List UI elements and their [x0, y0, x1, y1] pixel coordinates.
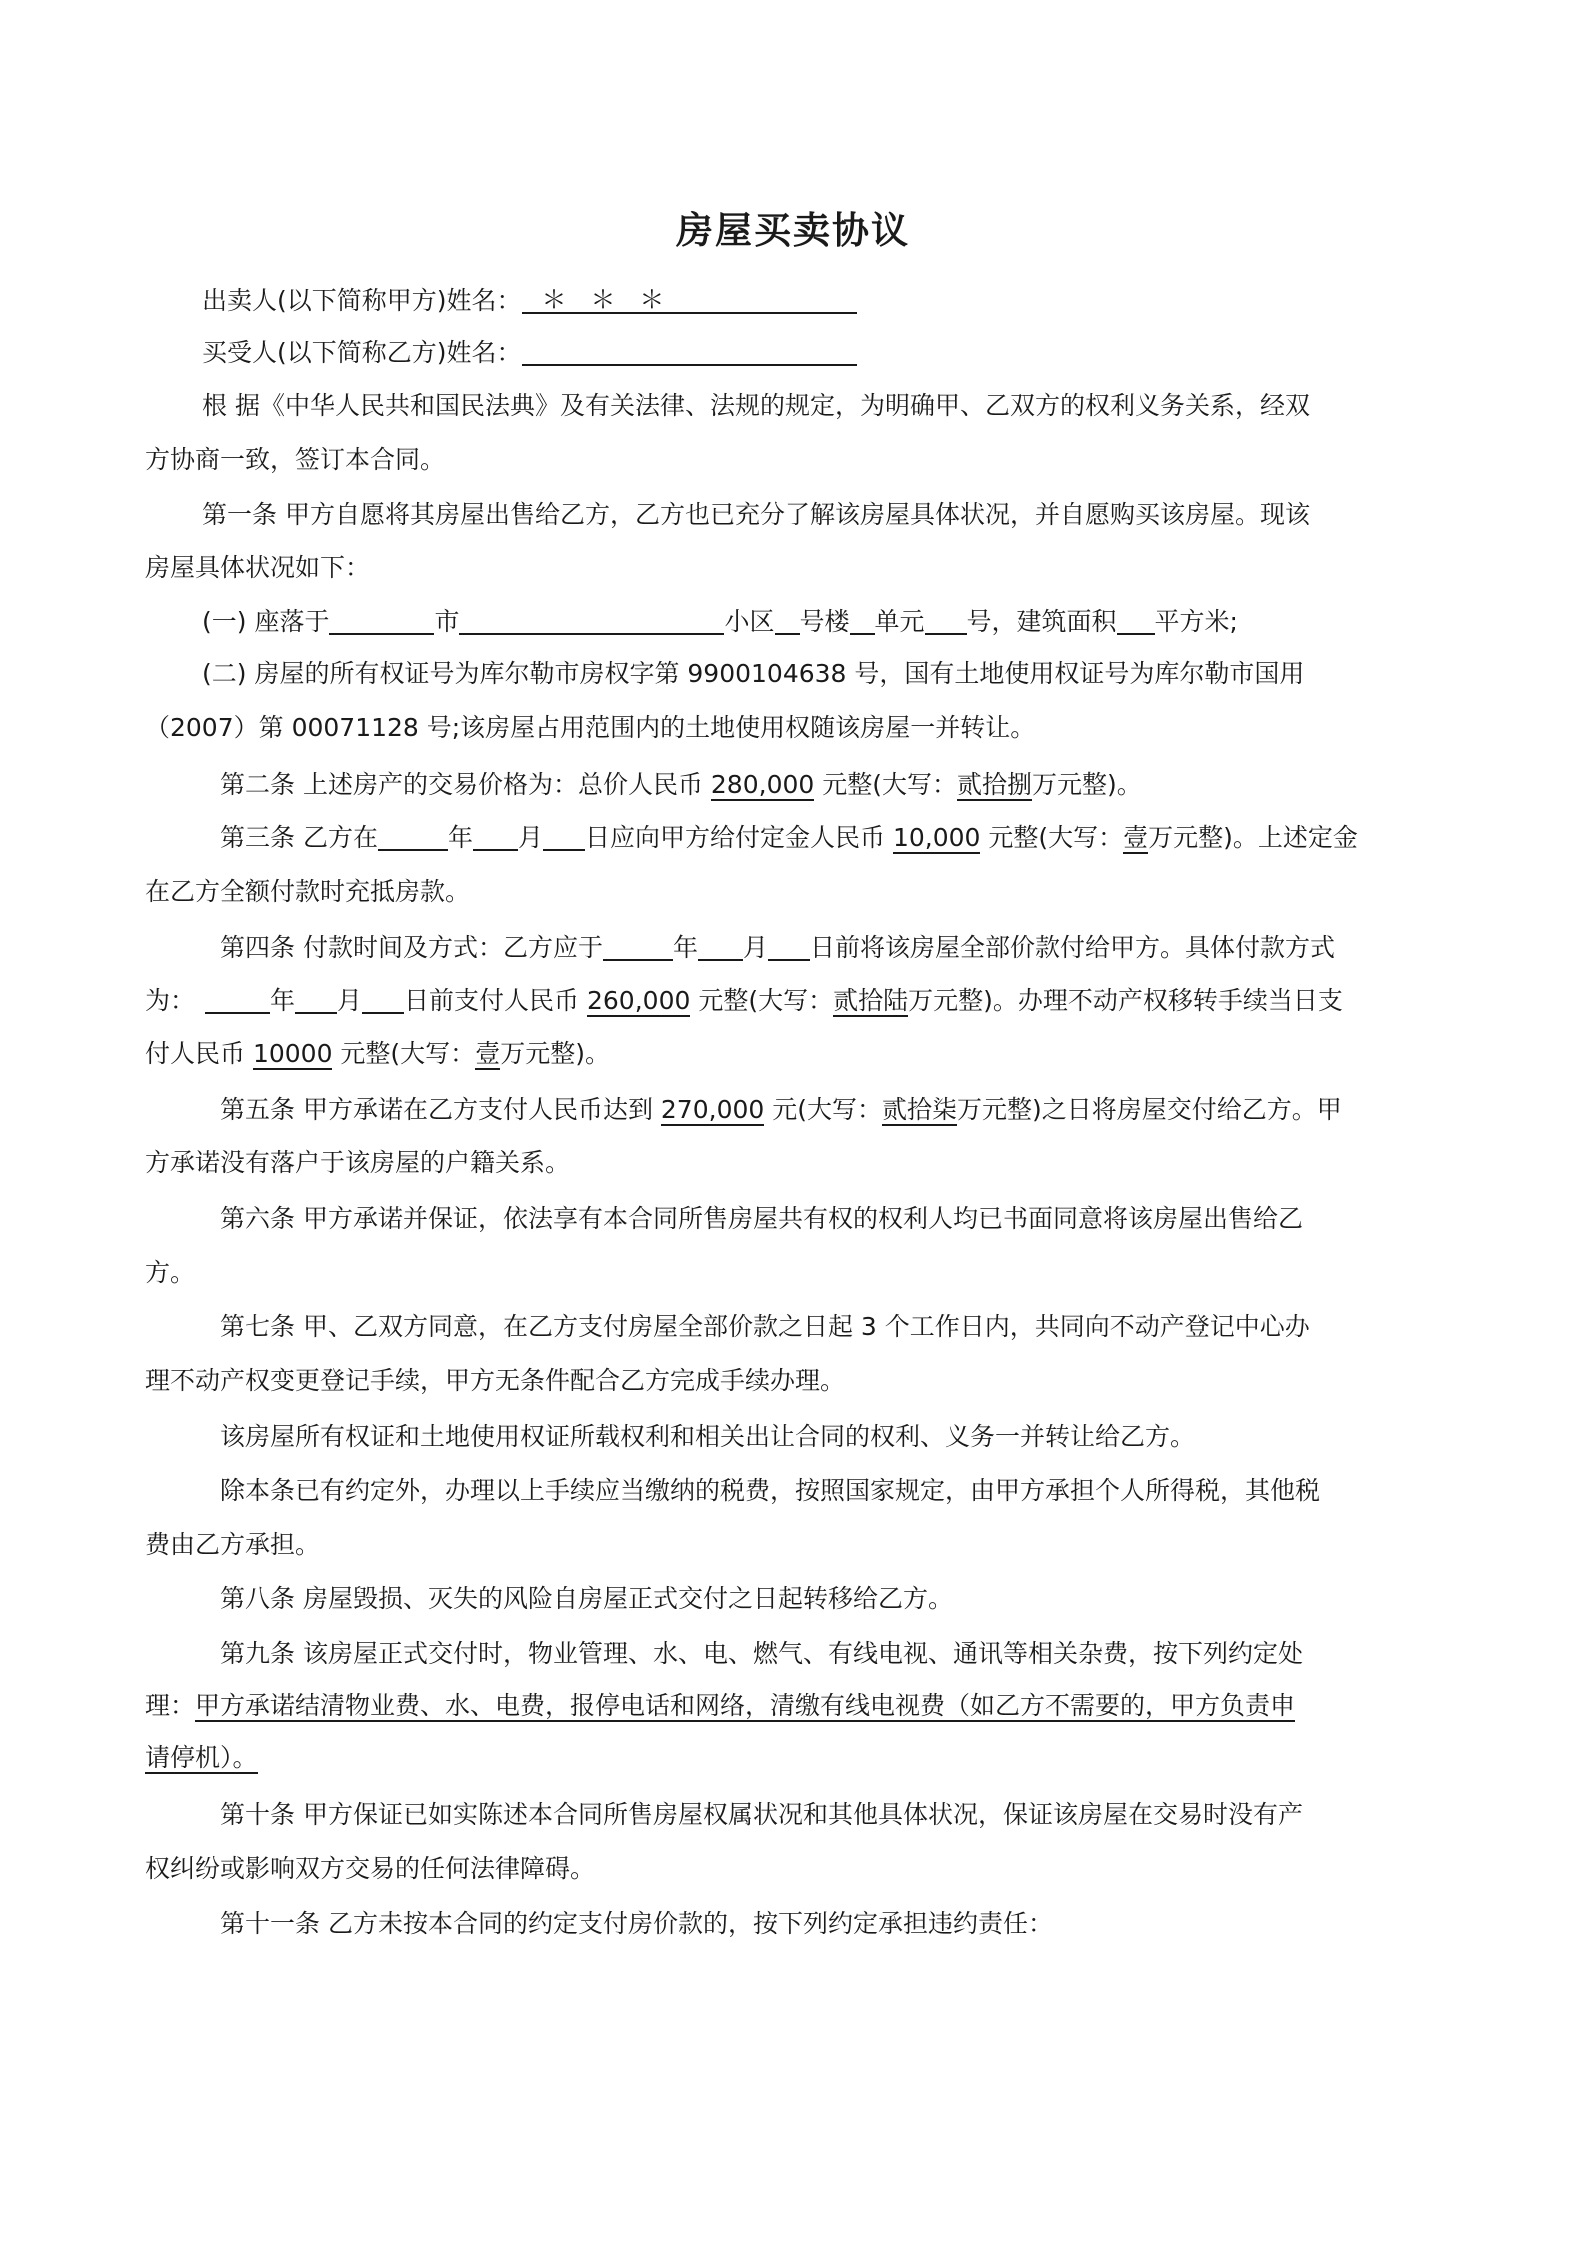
- building-field: [775, 605, 800, 635]
- seller-name: ＊ ＊ ＊: [541, 285, 673, 314]
- handover-terms: 甲方承诺结清物业费、水、电费，报停电话和网络，清缴有线电视费（如乙方不需要的，甲方负责申: [195, 1691, 1296, 1720]
- article-7-line-2: 理不动产权变更登记手续，甲方无条件配合乙方完成手续办理。: [145, 1366, 846, 1395]
- article-4-text-i: 元整(大写：: [690, 986, 834, 1015]
- article-10-line-2: 权纠纷或影响双方交易的任何法律障碍。: [145, 1854, 596, 1883]
- article-10-line-1: 第十条 甲方保证已如实陈述本合同所售房屋权属状况和其他具体状况，保证该房屋在交易时没有产: [220, 1800, 1303, 1829]
- article-3-line-2: 在乙方全额付款时充抵房款。: [145, 877, 471, 906]
- article-2-text-b: 元整(大写：: [814, 770, 957, 799]
- deposit-year-field: [378, 821, 448, 851]
- item1-text-g: 平方米;: [1154, 607, 1238, 636]
- article-3-line-1: [220, 820, 1520, 856]
- unit-field: [850, 605, 875, 635]
- article-3-text-f: 万元整)。上述定金: [1148, 823, 1358, 852]
- article-2-text-c: 万元整)。: [1032, 770, 1142, 799]
- article-1-item-2-line-2: （2007）第 00071128 号;该房屋占用范围内的土地使用权随该房屋一并转让。: [145, 713, 1036, 742]
- article-1-line-2: 房屋具体状况如下：: [145, 553, 371, 582]
- article-4-text-a: 第四条 付款时间及方式：乙方应于: [220, 933, 603, 962]
- article-1-item-1: [202, 604, 1502, 640]
- article-9-text-a: 理：: [145, 1691, 196, 1720]
- article-4-text-l: 元整(大写：: [332, 1039, 476, 1068]
- article-4-text-e: 为：: [145, 986, 196, 1015]
- buyer-label: 买受人(以下简称乙方)姓名：: [202, 338, 522, 367]
- buyer-name-field: [522, 336, 857, 366]
- handover-amount-chinese: 贰拾柒: [882, 1095, 958, 1124]
- preamble-line-2: 方协商一致，签订本合同。: [145, 445, 446, 474]
- article-4-text-m: 万元整)。: [500, 1039, 610, 1068]
- deposit-amount-chinese: 壹: [1123, 823, 1149, 852]
- preamble-line-1: 根 据《中华人民共和国民法典》及有关法律、法规的规定，为明确甲、乙双方的权利义务关系，经双: [202, 391, 1310, 420]
- payment-day-field: [768, 931, 810, 961]
- article-4-text-b: 年: [672, 933, 698, 962]
- installment-amount: 260,000: [587, 986, 691, 1015]
- article-7-line-1: 第七条 甲、乙双方同意，在乙方支付房屋全部价款之日起 3 个工作日内，共同向不动产登记中心办: [220, 1312, 1310, 1341]
- article-4-text-g: 月: [337, 986, 363, 1015]
- transfer-day-amount-chinese: 壹: [475, 1039, 501, 1068]
- room-field: [925, 605, 967, 635]
- article-4-text-h: 日前支付人民币: [404, 986, 587, 1015]
- item1-text-d: 号楼: [799, 607, 850, 636]
- handover-terms-end: 请停机）。: [145, 1743, 258, 1772]
- total-price-chinese: 贰拾捌: [957, 770, 1033, 799]
- article-6-line-2: 方。: [145, 1258, 196, 1287]
- article-4-line-2: [145, 983, 1445, 1019]
- seller-label: 出卖人(以下简称甲方)姓名：: [202, 286, 522, 315]
- article-2-text-a: 第二条 上述房产的交易价格为：总价人民币: [220, 770, 711, 799]
- article-5-text-a: 第五条 甲方承诺在乙方支付人民币达到: [220, 1095, 661, 1124]
- installment-day-field: [362, 984, 404, 1014]
- article-3-text-e: 元整(大写：: [980, 823, 1124, 852]
- item1-text-e: 单元: [874, 607, 925, 636]
- community-field: [459, 605, 724, 635]
- installment-year-field: [205, 984, 270, 1014]
- payment-year-field: [603, 931, 673, 961]
- article-7-line-5: 费由乙方承担。: [145, 1530, 321, 1559]
- article-9-line-1: 第九条 该房屋正式交付时，物业管理、水、电、燃气、有线电视、通讯等相关杂费，按下列约定处: [220, 1639, 1303, 1668]
- item1-text-b: 市: [434, 607, 460, 636]
- article-7-line-4: 除本条已有约定外，办理以上手续应当缴纳的税费，按照国家规定，由甲方承担个人所得税，其他税: [220, 1476, 1321, 1505]
- article-8: 第八条 房屋毁损、灭失的风险自房屋正式交付之日起转移给乙方。: [220, 1584, 953, 1613]
- article-1-line-1: 第一条 甲方自愿将其房屋出售给乙方，乙方也已充分了解该房屋具体状况，并自愿购买该房屋。现该: [202, 500, 1310, 529]
- article-2: [220, 767, 1520, 803]
- item1-text-a: (一) 座落于: [202, 607, 330, 636]
- city-field: [329, 605, 434, 635]
- article-4-text-j: 万元整)。办理不动产权移转手续当日支: [908, 986, 1343, 1015]
- area-field: [1117, 605, 1155, 635]
- article-4-line-3: [145, 1036, 1445, 1072]
- article-4-line-1: [220, 930, 1520, 966]
- article-5-text-c: 万元整)之日将房屋交付给乙方。甲: [957, 1095, 1342, 1124]
- buyer-line: [202, 335, 1502, 371]
- article-3-text-b: 年: [447, 823, 473, 852]
- article-9-line-2: [145, 1688, 1445, 1724]
- deposit-amount: 10,000: [892, 823, 981, 852]
- article-4-text-f: 年: [270, 986, 296, 1015]
- handover-amount: 270,000: [660, 1095, 765, 1124]
- article-1-item-2-line-1: (二) 房屋的所有权证号为库尔勒市房权字第 9900104638 号，国有土地使用权证号为库尔勒市国用: [202, 659, 1305, 688]
- deposit-day-field: [543, 821, 585, 851]
- payment-month-field: [698, 931, 743, 961]
- article-9-line-3: [145, 1740, 1445, 1776]
- article-4-text-c: 月: [742, 933, 768, 962]
- transfer-day-amount: 10000: [252, 1039, 333, 1068]
- deposit-month-field: [473, 821, 518, 851]
- installment-month-field: [295, 984, 337, 1014]
- seller-line: [202, 282, 1502, 319]
- item1-text-c: 小区: [724, 607, 775, 636]
- article-11: 第十一条 乙方未按本合同的约定支付房价款的，按下列约定承担违约责任：: [220, 1909, 1053, 1938]
- article-7-line-3: 该房屋所有权证和土地使用权证所载权利和相关出让合同的权利、义务一并转让给乙方。: [220, 1422, 1196, 1451]
- document-title: 房屋买卖协议: [676, 209, 910, 252]
- installment-amount-chinese: 贰拾陆: [833, 986, 909, 1015]
- article-4-text-k: 付人民币: [145, 1039, 253, 1068]
- article-5-text-b: 元(大写：: [764, 1095, 882, 1124]
- article-4-text-d: 日前将该房屋全部价款付给甲方。具体付款方式: [809, 933, 1335, 962]
- article-5-line-2: 方承诺没有落户于该房屋的户籍关系。: [145, 1148, 571, 1177]
- seller-name-field: [522, 282, 857, 314]
- item1-text-f: 号，建筑面积: [966, 607, 1117, 636]
- article-3-text-d: 日应向甲方给付定金人民币: [584, 823, 893, 852]
- article-6-line-1: 第六条 甲方承诺并保证，依法享有本合同所售房屋共有权的权利人均已书面同意将该房屋出售给乙: [220, 1204, 1303, 1233]
- total-price: 280,000: [710, 770, 815, 799]
- article-3-text-a: 第三条 乙方在: [220, 823, 378, 852]
- article-5-line-1: [220, 1092, 1520, 1128]
- article-3-text-c: 月: [517, 823, 543, 852]
